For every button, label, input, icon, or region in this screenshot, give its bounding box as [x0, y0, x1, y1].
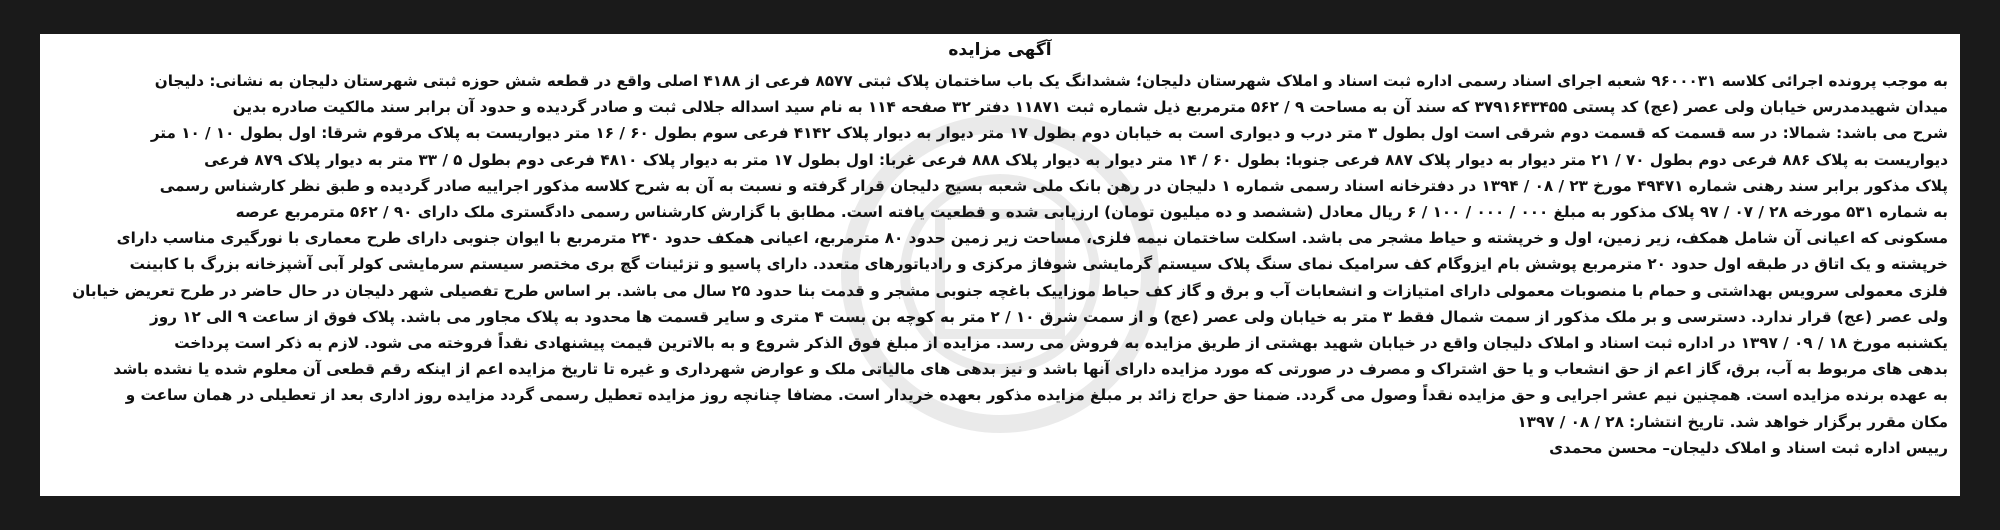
notice-title: آگهی مزایده: [948, 40, 1052, 60]
notice-line: ولی عصر (عج) قرار ندارد. دسترسی و بر ملک مذکور از سمت شمال فقط ۳ متر به خیابان ولی عصر (عج) و از سمت شرق ۱۰ / ۲ متر به کوچه بن بست ۴ متری و سایر قسمت ها محدود به پلاک مجاور می باشد. پلاک فوق از ساعت ۹ الی ۱۲ روز: [150, 307, 1948, 326]
notice-panel: [40, 34, 1960, 502]
signature-line: رییس اداره ثبت اسناد و املاک دلیجان– محسن محمدی: [1549, 438, 1948, 457]
notice-line: پلاک مذکور برابر سند رهنی شماره ۴۹۴۷۱ مورخ ۲۳ / ۰۸ / ۱۳۹۴ در دفترخانه اسناد رسمی شماره ۱ دلیجان در رهن بانک ملی شعبه بسیج دلیجان قرار گرفته و نسبت به آن به شرح کلاسه مذکور اجراییه صادر گردیده و طبق نظر کارشناس رسمی: [159, 176, 1948, 195]
bottom-rule: [40, 496, 1960, 502]
notice-line: فلزی معمولی سرویس بهداشتی و حمام با منصوبات معمولی دارای امتیازات و انشعابات آب و برق و گاز کف حیاط موزاییک باغچه جنوبی مشجر و قدمت بنا حدود ۲۵ سال می باشد. بر اساس طرح تفصیلی شهر دلیجان در حال حاضر در طرح تعریض خیابان: [72, 281, 1948, 300]
notice-body: [52, 68, 1948, 461]
notice-line: میدان شهیدمدرس خیابان ولی عصر (عج) کد پستی ۳۷۹۱۶۴۳۴۵۵ که سند آن به مساحت ۹ / ۵۶۲ مترمربع ذیل شماره ثبت ۱۱۸۷۱ دفتر ۳۲ صفحه ۱۱۴ به نام سید اسداله جلالی ثبت و صادر گردیده و حدود آن برابر سند مالکیت صادره بدین: [232, 98, 1948, 117]
notice-line: به موجب پرونده اجرائی کلاسه ۹۶۰۰۰۳۱ شعبه اجرای اسناد رسمی اداره ثبت اسناد و املاک شهرستان دلیجان؛ ششدانگ یک باب ساختمان پلاک ثبتی ۸۵۷۷ فرعی از ۴۱۸۸ اصلی واقع در قطعه شش حوزه ثبتی شهرستان دلیجان به نشانی: دلیجان: [154, 72, 1948, 90]
notice-line: دیواریست به پلاک ۸۸۶ فرعی دوم بطول ۷۰ / ۲۱ متر دیوار به دیوار پلاک ۸۸۷ فرعی جنوبا: بطول ۶۰ / ۱۴ متر دیوار به دیوار پلاک ۸۸۸ فرعی غربا: اول بطول ۱۷ متر به دیوار پلاک ۴۸۱۰ فرعی دوم بطول ۵ / ۳۳ متر به دیوار پلاک ۸۷۹ فرعی: [204, 150, 1948, 169]
notice-line: به شماره ۵۳۱ مورخه ۲۸ / ۰۷ / ۹۷ پلاک مذکور به مبلغ ۰۰۰ / ۰۰۰ / ۱۰۰ / ۶ ریال معادل (ششصد و ده میلیون تومان) ارزیابی شده و قطعیت یافته است. مطابق با گزارش کارشناس رسمی دادگستری ملک دارای ۹۰ / ۵۶۲ مترمربع عرصه: [235, 203, 1948, 222]
notice-line: خرپشته و یک اتاق در طبقه اول حدود ۲۰ مترمربع پوشش بام ایزوگام کف سرامیک نمای سنگ پلاک سیستم گرمایشی شوفاژ مرکزی و رادیاتورهای متعدد. دارای پاسیو و تزئینات گچ بری مختصر سیستم سرمایشی کولر آبی آشپزخانه بزرگ با کابینت: [129, 255, 1948, 274]
publication-date-line: مکان مقرر برگزار خواهد شد. تاریخ انتشار: ۲۸ / ۰۸ / ۱۳۹۷: [1517, 412, 1948, 431]
notice-line: شرح می باشد: شمالا: در سه قسمت که قسمت دوم شرقی است اول بطول ۳ متر درب و دیواری است به خیابان دوم بطول ۱۷ متر دیوار به دیوار پلاک ۴۱۴۲ فرعی سوم بطول ۶۰ / ۱۶ متر دیواریست به پلاک مرقوم شرقا: اول بطول ۱۰ / ۱۰ متر: [150, 124, 1948, 143]
notice-line: بدهی های مربوط به آب، برق، گاز اعم از حق انشعاب و یا حق اشتراک و مصرف در صورتی که مورد مزایده دارای آنها باشد و نیز بدهی های مالیاتی ملک و عوارض شهرداری و غیره تا تاریخ مزایده اعم از اینکه رقم قطعی آن معلوم شده یا نشده باشد: [113, 360, 1948, 379]
notice-line: یکشنبه مورخ ۱۸ / ۰۹ / ۱۳۹۷ در اداره ثبت اسناد و املاک دلیجان واقع در خیابان شهید بهشتی از طریق مزایده به فروش می رسد. مزایده از مبلغ فوق الذکر شروع و به بالاترین قیمت پیشنهادی نقداً فروخته می شود. لازم به ذکر است پرداخت: [174, 334, 1948, 353]
notice-line: مسکونی که اعیانی آن شامل همکف، زیر زمین، اول و خرپشته و حیاط مشجر می باشد. اسکلت ساختمان نیمه فلزی، مساحت زیر زمین حدود ۸۰ مترمربع، اعیانی همکف حدود ۲۴۰ مترمربع با ایوان جنوبی دارای طرح معماری با نورگیری مناسب دارای: [116, 229, 1948, 248]
notice-line: به عهده برنده مزایده است. همچنین نیم عشر اجرایی و حق مزایده نقداً وصول می گردد. ضمنا حق حراج زائد بر مبلغ مزایده مذکور بعهده خریدار است. مضافا چنانچه روز مزایده تعطیل رسمی گردد مزایده روز اداری بعد از تعطیلی در همان ساعت و: [125, 386, 1948, 405]
